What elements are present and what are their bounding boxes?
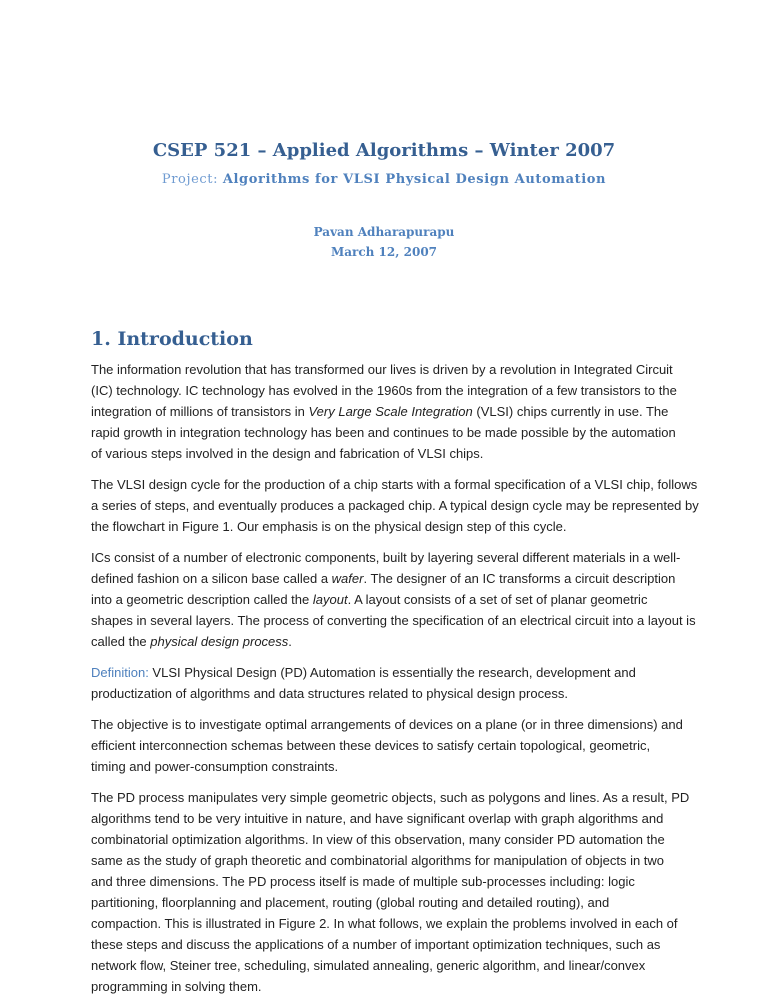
text-line	[91, 589, 691, 610]
text-run: algorithms tend to be very intuitive in nature, and have significant overlap with graph algorithms and	[91, 811, 664, 826]
text-line	[91, 516, 691, 537]
text-run: The information revolution that has transformed our lives is driven by a revolution in Integrated Circuit	[91, 362, 673, 377]
emphasized-term: layout	[312, 592, 348, 607]
text-run: integration of millions of transistors in	[91, 404, 309, 419]
text-line	[91, 735, 691, 756]
author-name: Pavan Adharapurapu	[313, 225, 455, 239]
text-run: these steps and discuss the applications of a number of important optimization techniques, such as	[91, 937, 661, 952]
text-run: defined fashion on a silicon base called a	[91, 571, 332, 586]
text-line	[91, 913, 691, 934]
text-line	[91, 474, 698, 495]
paragraph	[91, 662, 691, 704]
paragraph	[91, 547, 696, 652]
paragraph	[91, 359, 691, 464]
text-line	[91, 422, 691, 443]
subtitle-text: Algorithms for VLSI Physical Design Automation	[222, 172, 607, 187]
text-run: programming in solving them.	[91, 979, 262, 994]
text-run: the flowchart in Figure 1. Our emphasis is on the physical design step of this cycle.	[91, 519, 567, 534]
text-run: of various steps involved in the design and fabrication of VLSI chips.	[91, 446, 484, 461]
text-line	[91, 380, 691, 401]
text-line	[91, 955, 691, 976]
text-line	[91, 495, 699, 516]
text-line	[91, 662, 691, 683]
text-run: efficient interconnection schemas between these devices to satisfy certain topological, geometric,	[91, 738, 651, 753]
text-line	[91, 934, 691, 955]
text-line	[91, 547, 691, 568]
text-run: . A layout consists of a set of set of planar geometric	[347, 592, 648, 607]
text-line	[91, 401, 691, 422]
text-line	[91, 756, 691, 777]
text-line	[91, 829, 691, 850]
text-run: rapid growth in integration technology has been and continues to be made possible by the automation	[91, 425, 676, 440]
text-run: .	[288, 634, 292, 649]
text-run: combinatorial optimization algorithms. In view of this observation, many consider PD automation the	[91, 832, 665, 847]
text-line	[91, 631, 691, 652]
text-run: The objective is to investigate optimal arrangements of devices on a plane (or in three dimensions) and	[91, 717, 683, 732]
emphasized-term: Very Large Scale Integration	[308, 404, 473, 419]
text-line	[91, 683, 691, 704]
text-run: ICs consist of a number of electronic components, built by layering several different materials in a well-	[91, 550, 681, 565]
text-run: into a geometric description called the	[91, 592, 313, 607]
paragraph	[91, 787, 691, 997]
text-run: The VLSI design cycle for the production of a chip starts with a formal specification of a VLSI chip, follows	[91, 477, 698, 492]
text-run: timing and power-consumption constraints.	[91, 759, 339, 774]
text-run: productization of algorithms and data structures related to physical design process.	[91, 686, 568, 701]
text-line	[91, 808, 691, 829]
document-date: March 12, 2007	[330, 245, 438, 259]
text-line	[91, 359, 691, 380]
text-line	[91, 568, 691, 589]
text-run: network flow, Steiner tree, scheduling, simulated annealing, generic algorithm, and linear/convex	[91, 958, 646, 973]
text-line	[91, 871, 691, 892]
text-run: a series of steps, and eventually produces a packaged chip. A typical design cycle may be represented by	[91, 498, 699, 513]
text-run: shapes in several layers. The process of converting the specification of an electrical circuit into a layout is	[91, 613, 696, 628]
text-line	[91, 892, 691, 913]
subtitle-prefix: Project:	[161, 172, 223, 187]
definition-label: Definition:	[91, 665, 149, 680]
text-run: same as the study of graph theoretic and combinatorial algorithms for manipulation of objects in two	[91, 853, 665, 868]
text-run: VLSI Physical Design (PD) Automation is essentially the research, development and	[148, 665, 636, 680]
text-run: The PD process manipulates very simple geometric objects, such as polygons and lines. As a result, PD	[91, 790, 690, 805]
document-body	[91, 359, 699, 1007]
emphasized-term: wafer	[331, 571, 364, 586]
text-line	[91, 610, 696, 631]
text-run: . The designer of an IC transforms a circuit description	[363, 571, 676, 586]
paragraph	[91, 714, 691, 777]
text-line	[91, 443, 691, 464]
text-run: partitioning, floorplanning and placement, routing (global routing and detailed routing), and	[91, 895, 610, 910]
section-heading-introduction: 1. Introduction	[91, 328, 253, 350]
text-run: called the	[91, 634, 151, 649]
text-run: (VLSI) chips currently in use. The	[472, 404, 669, 419]
text-line	[91, 850, 691, 871]
paragraph	[91, 474, 699, 537]
text-run: (IC) technology. IC technology has evolved in the 1960s from the integration of a few transistors to the	[91, 383, 677, 398]
document-subtitle	[0, 172, 768, 187]
text-line	[91, 714, 691, 735]
text-run: compaction. This is illustrated in Figure 2. In what follows, we explain the problems involved in each of	[91, 916, 678, 931]
emphasized-term: physical design process	[150, 634, 289, 649]
document-title: CSEP 521 – Applied Algorithms – Winter 2007	[152, 140, 616, 161]
text-run: and three dimensions. The PD process itself is made of multiple sub-processes including: logic	[91, 874, 635, 889]
text-line	[91, 787, 691, 808]
